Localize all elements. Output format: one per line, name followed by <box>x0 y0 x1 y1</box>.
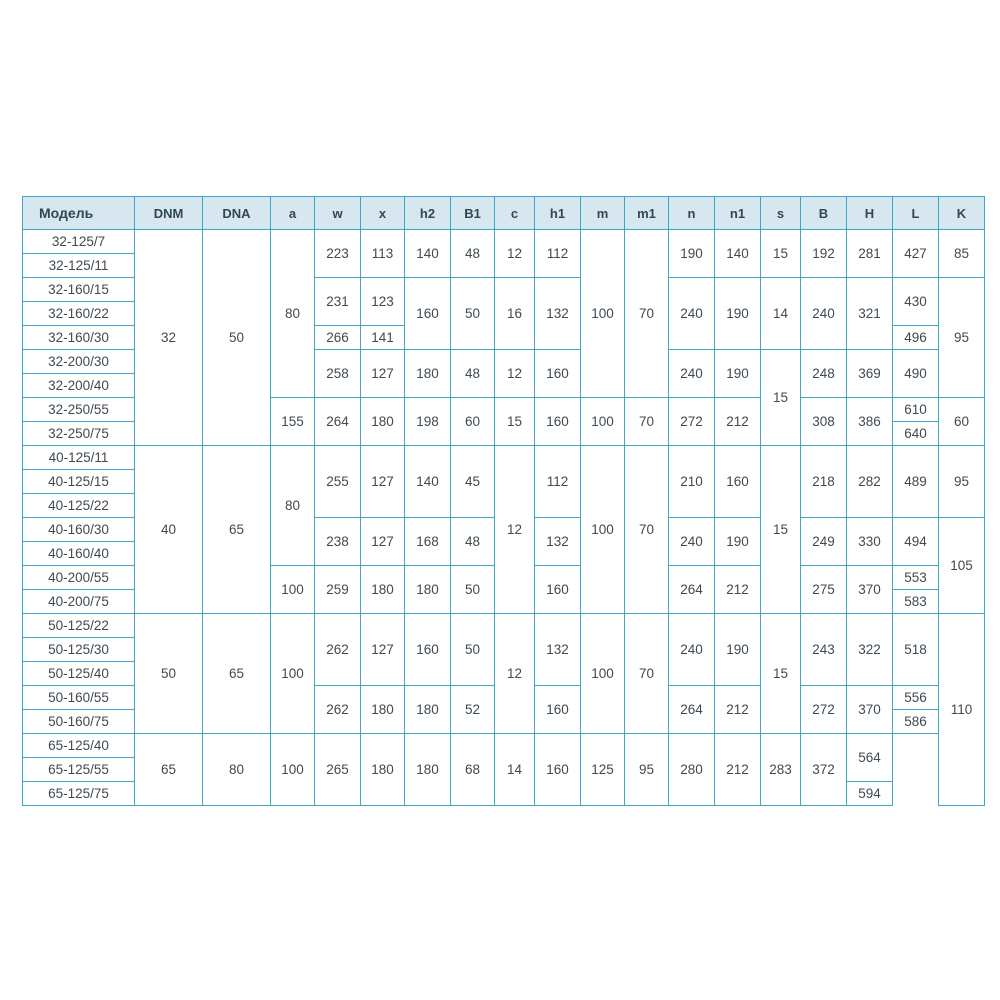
cell-model: 50-160/75 <box>23 710 135 734</box>
cell-w: 231 <box>315 278 361 326</box>
cell-n1: 212 <box>715 734 761 806</box>
cell-h1: 112 <box>535 230 581 278</box>
cell-l: 489 <box>893 446 939 518</box>
cell-x: 141 <box>361 326 405 350</box>
header-b1: B1 <box>451 197 495 230</box>
cell-model: 50-125/40 <box>23 662 135 686</box>
header-l: L <box>893 197 939 230</box>
cell-w: 255 <box>315 446 361 518</box>
cell-a: 155 <box>271 398 315 446</box>
cell-model: 65-125/75 <box>23 782 135 806</box>
cell-w: 262 <box>315 686 361 734</box>
cell-model: 32-160/15 <box>23 278 135 302</box>
cell-k: 95 <box>939 446 985 518</box>
cell-w: 223 <box>315 230 361 278</box>
cell-l: 518 <box>893 614 939 686</box>
cell-h: 321 <box>847 278 893 350</box>
cell-model: 40-125/11 <box>23 446 135 470</box>
cell-h: 386 <box>847 398 893 446</box>
cell-n1: 190 <box>715 518 761 566</box>
cell-h: 282 <box>847 446 893 518</box>
cell-b: 243 <box>801 614 847 686</box>
cell-m: 100 <box>581 398 625 446</box>
cell-h2: 180 <box>405 350 451 398</box>
cell-h: 281 <box>847 230 893 278</box>
cell-m: 125 <box>581 734 625 806</box>
cell-w: 258 <box>315 350 361 398</box>
cell-n1: 212 <box>715 686 761 734</box>
cell-n1: 190 <box>715 278 761 350</box>
cell-h1: 160 <box>535 350 581 398</box>
cell-model: 40-125/15 <box>23 470 135 494</box>
cell-n: 210 <box>669 446 715 518</box>
cell-h2: 180 <box>405 566 451 614</box>
cell-model: 65-125/55 <box>23 758 135 782</box>
cell-model: 40-125/22 <box>23 494 135 518</box>
cell-h2: 160 <box>405 278 451 350</box>
cell-b1: 48 <box>451 518 495 566</box>
cell-w: 238 <box>315 518 361 566</box>
cell-b: 275 <box>801 566 847 614</box>
cell-dna: 65 <box>203 614 271 734</box>
header-h2: h2 <box>405 197 451 230</box>
cell-l: 556 <box>893 686 939 710</box>
cell-x: 180 <box>361 566 405 614</box>
cell-w: 266 <box>315 326 361 350</box>
header-m1: m1 <box>625 197 669 230</box>
header-b: B <box>801 197 847 230</box>
cell-x: 180 <box>361 734 405 806</box>
cell-h: 322 <box>847 614 893 686</box>
cell-l: 586 <box>893 710 939 734</box>
cell-w: 265 <box>315 734 361 806</box>
cell-a: 80 <box>271 230 315 398</box>
cell-n1: 190 <box>715 614 761 686</box>
cell-n1: 160 <box>715 446 761 518</box>
cell-b1: 68 <box>451 734 495 806</box>
cell-model: 32-125/7 <box>23 230 135 254</box>
header-s: s <box>761 197 801 230</box>
cell-b: 272 <box>801 686 847 734</box>
cell-c: 16 <box>495 278 535 350</box>
cell-dnm: 50 <box>135 614 203 734</box>
cell-h1: 160 <box>535 686 581 734</box>
header-n1: n1 <box>715 197 761 230</box>
cell-n: 264 <box>669 566 715 614</box>
spec-table-container <box>22 196 978 806</box>
cell-k: 95 <box>939 278 985 398</box>
cell-c: 12 <box>495 614 535 734</box>
cell-b1: 50 <box>451 614 495 686</box>
cell-n: 190 <box>669 230 715 278</box>
table-row <box>23 446 985 470</box>
cell-b1: 48 <box>451 350 495 398</box>
cell-n1: 212 <box>715 398 761 446</box>
cell-b: 249 <box>801 518 847 566</box>
cell-model: 50-125/30 <box>23 638 135 662</box>
cell-x: 180 <box>361 686 405 734</box>
cell-n1: 212 <box>715 566 761 614</box>
cell-l: 564 <box>847 734 893 782</box>
cell-l: 610 <box>893 398 939 422</box>
cell-m1: 70 <box>625 614 669 734</box>
cell-k: 105 <box>939 518 985 614</box>
cell-h: 372 <box>801 734 847 806</box>
cell-m: 100 <box>581 446 625 614</box>
cell-b: 283 <box>761 734 801 806</box>
cell-n: 264 <box>669 686 715 734</box>
table-row <box>23 734 985 758</box>
cell-h: 370 <box>847 686 893 734</box>
cell-c: 12 <box>495 350 535 398</box>
cell-model: 40-160/30 <box>23 518 135 542</box>
cell-w: 262 <box>315 614 361 686</box>
cell-n: 240 <box>669 518 715 566</box>
cell-h2: 168 <box>405 518 451 566</box>
table-row <box>23 230 985 254</box>
cell-a: 100 <box>271 566 315 614</box>
cell-n1: 190 <box>715 350 761 398</box>
cell-model: 40-160/40 <box>23 542 135 566</box>
cell-m: 100 <box>581 230 625 398</box>
cell-n1: 140 <box>715 230 761 278</box>
cell-b1: 50 <box>451 566 495 614</box>
header-x: x <box>361 197 405 230</box>
cell-k: 110 <box>939 614 985 806</box>
cell-w: 264 <box>315 398 361 446</box>
cell-model: 65-125/40 <box>23 734 135 758</box>
cell-b1: 48 <box>451 230 495 278</box>
cell-b1: 50 <box>451 278 495 350</box>
cell-model: 32-250/75 <box>23 422 135 446</box>
cell-l: 553 <box>893 566 939 590</box>
cell-c: 14 <box>495 734 535 806</box>
header-k: K <box>939 197 985 230</box>
table-header-row <box>23 197 985 230</box>
cell-m1: 70 <box>625 446 669 614</box>
cell-h: 330 <box>847 518 893 566</box>
cell-c: 12 <box>495 230 535 278</box>
cell-h2: 180 <box>405 686 451 734</box>
cell-s: 15 <box>761 350 801 446</box>
cell-model: 32-200/30 <box>23 350 135 374</box>
cell-h1: 160 <box>535 566 581 614</box>
pump-dimensions-table <box>22 196 985 806</box>
header-h1: h1 <box>535 197 581 230</box>
cell-m1: 95 <box>625 734 669 806</box>
cell-b1: 45 <box>451 446 495 518</box>
cell-model: 32-160/22 <box>23 302 135 326</box>
cell-x: 127 <box>361 446 405 518</box>
cell-model: 32-200/40 <box>23 374 135 398</box>
cell-h1: 132 <box>535 614 581 686</box>
header-a: a <box>271 197 315 230</box>
cell-l: 594 <box>847 782 893 806</box>
cell-n: 240 <box>669 278 715 350</box>
header-w: w <box>315 197 361 230</box>
cell-h2: 198 <box>405 398 451 446</box>
cell-x: 123 <box>361 278 405 326</box>
cell-b: 192 <box>801 230 847 278</box>
cell-model: 50-160/55 <box>23 686 135 710</box>
cell-s: 14 <box>761 278 801 350</box>
cell-a: 100 <box>271 614 315 734</box>
cell-model: 32-160/30 <box>23 326 135 350</box>
header-m: m <box>581 197 625 230</box>
cell-b1: 52 <box>451 686 495 734</box>
cell-h1: 112 <box>535 446 581 518</box>
cell-c: 12 <box>495 446 535 614</box>
cell-b1: 60 <box>451 398 495 446</box>
cell-dnm: 65 <box>135 734 203 806</box>
cell-n: 240 <box>669 614 715 686</box>
cell-c: 15 <box>495 398 535 446</box>
cell-h1: 132 <box>535 278 581 350</box>
cell-m1: 70 <box>625 230 669 398</box>
cell-l: 494 <box>893 518 939 566</box>
cell-l: 430 <box>893 278 939 326</box>
cell-dna: 65 <box>203 446 271 614</box>
table-row <box>23 614 985 638</box>
cell-x: 127 <box>361 614 405 686</box>
cell-h2: 180 <box>405 734 451 806</box>
cell-model: 40-200/75 <box>23 590 135 614</box>
cell-n: 272 <box>669 398 715 446</box>
cell-h: 370 <box>847 566 893 614</box>
cell-x: 113 <box>361 230 405 278</box>
cell-s: 15 <box>761 230 801 278</box>
cell-l: 496 <box>893 326 939 350</box>
cell-dnm: 40 <box>135 446 203 614</box>
cell-dnm: 32 <box>135 230 203 446</box>
cell-s: 15 <box>761 614 801 734</box>
header-dnm: DNM <box>135 197 203 230</box>
cell-h2: 140 <box>405 230 451 278</box>
cell-n: 280 <box>669 734 715 806</box>
cell-a: 80 <box>271 446 315 566</box>
cell-h1: 132 <box>535 518 581 566</box>
cell-l: 490 <box>893 350 939 398</box>
cell-b: 308 <box>801 398 847 446</box>
cell-x: 180 <box>361 398 405 446</box>
cell-l: 640 <box>893 422 939 446</box>
cell-k: 85 <box>939 230 985 278</box>
cell-n: 240 <box>669 350 715 398</box>
header-model: Модель <box>23 197 135 230</box>
cell-model: 50-125/22 <box>23 614 135 638</box>
cell-model: 32-250/55 <box>23 398 135 422</box>
cell-x: 127 <box>361 350 405 398</box>
cell-model: 40-200/55 <box>23 566 135 590</box>
header-dna: DNA <box>203 197 271 230</box>
cell-l: 427 <box>893 230 939 278</box>
cell-model: 32-125/11 <box>23 254 135 278</box>
header-h: H <box>847 197 893 230</box>
cell-w: 259 <box>315 566 361 614</box>
cell-b: 248 <box>801 350 847 398</box>
cell-h1: 160 <box>535 398 581 446</box>
cell-k: 60 <box>939 398 985 446</box>
cell-a: 100 <box>271 734 315 806</box>
cell-l: 583 <box>893 590 939 614</box>
cell-x: 127 <box>361 518 405 566</box>
cell-m1: 70 <box>625 398 669 446</box>
cell-b: 218 <box>801 446 847 518</box>
header-n: n <box>669 197 715 230</box>
cell-h2: 160 <box>405 614 451 686</box>
cell-h: 369 <box>847 350 893 398</box>
cell-h2: 140 <box>405 446 451 518</box>
cell-m: 100 <box>581 614 625 734</box>
cell-s: 15 <box>761 446 801 614</box>
cell-dna: 80 <box>203 734 271 806</box>
cell-dna: 50 <box>203 230 271 446</box>
header-c: c <box>495 197 535 230</box>
cell-b: 240 <box>801 278 847 350</box>
cell-h1: 160 <box>535 734 581 806</box>
